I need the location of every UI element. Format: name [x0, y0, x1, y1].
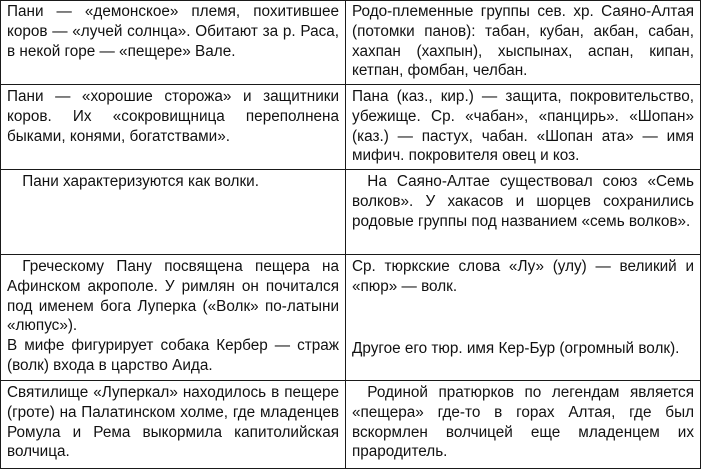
- table-cell-left: [1, 172, 345, 192]
- row-divider: [0, 169, 701, 170]
- table-cell-left: [1, 87, 345, 146]
- table-cell-right: [346, 87, 700, 166]
- row-divider: [0, 254, 701, 255]
- cell-text: Пани характеризуются как волки.: [22, 173, 259, 190]
- table-cell-left: [1, 2, 345, 61]
- table-cell-right: [346, 339, 700, 359]
- cell-text: Ср. тюркские слова «Лу» (улу) — великий и «пюр» — волк.: [352, 258, 694, 295]
- cell-text: Пани — «хорошие сторожа» и защитники коров. Их «сокровищница переполнена быками, конями, богатствами».: [7, 88, 339, 145]
- row-divider: [0, 380, 701, 381]
- row-divider: [0, 84, 701, 85]
- cell-text: На Саяно-Алтае существовал союз «Семь волков». У хакасов и шорцев сохранились родовые группы под названием «семь волков».: [352, 173, 694, 230]
- table-cell-right: [346, 383, 700, 462]
- cell-text: Греческому Пану посвящена пещера на Афинском акрополе. У римлян он почитался под именем бога Луперка («Волк» по-латыни «люпус»).: [7, 258, 339, 335]
- table-cell-right: [346, 172, 700, 231]
- table-border-top: [0, 0, 701, 1]
- table-cell-left: [1, 383, 345, 462]
- cell-text: Родиной пратюрков по легендам является «пещера» где-то в горах Алтая, где был вскормлен волчицей еще младенцем их прародитель.: [352, 384, 694, 461]
- cell-text: Пана (каз., кир.) — защита, покровительство, убежище. Ср. «чабан», «панцирь». «Шопан» (каз.) — пастух, чабан. «Шопан ата» — имя мифич. покровителя овец и коз.: [352, 88, 694, 165]
- table-cell-left: [1, 257, 345, 376]
- cell-text: Другое его тюр. имя Кер-Бур (огромный волк).: [352, 340, 680, 357]
- cell-text: Пани — «демонское» племя, похитившее коров — «лучей солнца». Обитают за р. Раса, в некой горе — «пещере» Вале.: [7, 3, 339, 60]
- cell-text: Святилище «Луперкал» находилось в пещере (гроте) на Палатинском холме, где младенцев Ромула и Рема выкормила капитолийская волчица.: [7, 384, 339, 461]
- cell-text: Родо-племенные группы сев. хр. Саяно-Алтая (потомки панов): табан, кубан, акбан, сабан, хахпан (хахпын), хыспынах, аспан, кипан, кетпан, фомбан, челбан.: [352, 3, 694, 80]
- cell-text: В мифе фигурирует собака Кербер — страж (волк) входа в царство Аида.: [7, 337, 339, 374]
- table-cell-right: [346, 2, 700, 81]
- table-cell-right: [346, 257, 700, 297]
